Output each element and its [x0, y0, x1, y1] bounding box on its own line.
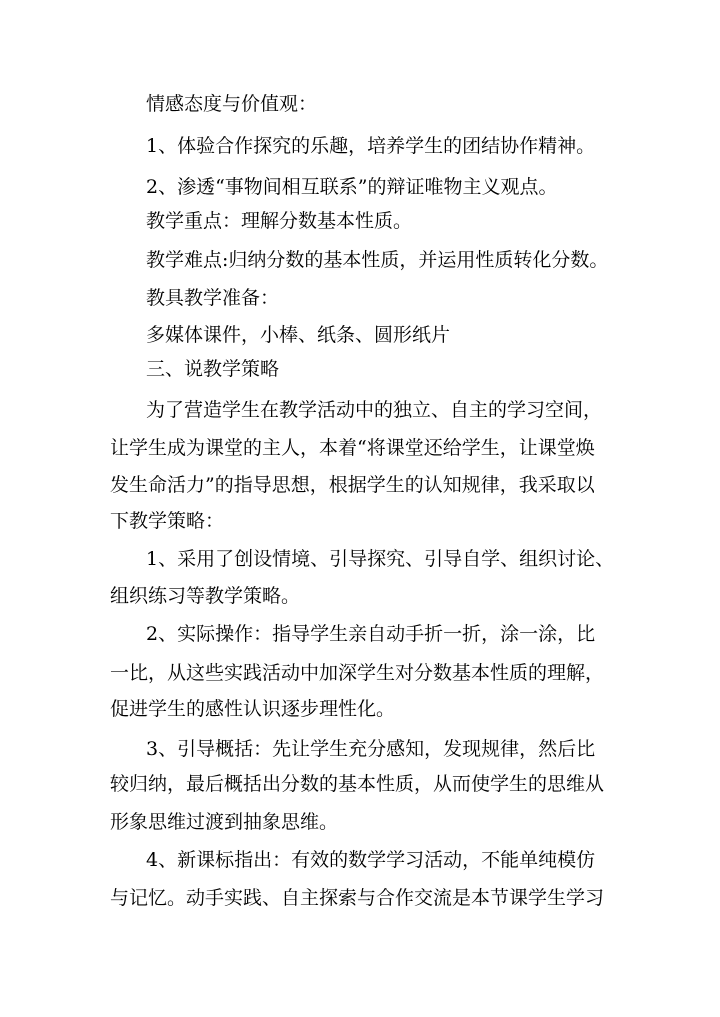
- section-heading-attitude: 情感态度与价值观：: [146, 93, 318, 115]
- paragraph-line: 组织练习等教学策略。: [110, 585, 301, 607]
- attitude-item-2: 2、渗透“事物间相互联系”的辩证唯物主义观点。: [146, 176, 558, 198]
- teaching-difficulty: 教学难点:归纳分数的基本性质，并运用性质转化分数。: [146, 249, 609, 271]
- paragraph-line: 与记忆。动手实践、自主探索与合作交流是本节课学生学习: [110, 887, 605, 909]
- strategy-item-1: 1、采用了创设情境、引导探究、引导自学、组织讨论、: [146, 548, 615, 570]
- strategy-item-4: 4、新课标指出：有效的数学学习活动，不能单纯模仿: [146, 849, 596, 871]
- paragraph-line: 为了营造学生在教学活动中的独立、自主的学习空间，: [146, 399, 603, 421]
- paragraph-line: 下教学策略：: [110, 510, 225, 532]
- paragraph-line: 促进学生的感性认识逐步理性化。: [110, 698, 396, 720]
- paragraph-line: 较归纳，最后概括出分数的基本性质，从而使学生的思维从: [110, 773, 605, 795]
- teaching-aids-heading: 教具教学准备：: [146, 287, 280, 309]
- paragraph-line: 形象思维过渡到抽象思维。: [110, 811, 339, 833]
- strategy-item-2: 2、实际操作：指导学生亲自动手折一折，涂一涂，比: [146, 623, 596, 645]
- paragraph-line: 发生命活力”的指导思想，根据学生的认知规律，我采取以: [110, 474, 595, 496]
- paragraph-line: 一比，从这些实践活动中加深学生对分数基本性质的理解，: [110, 662, 605, 684]
- paragraph-line: 让学生成为课堂的主人，本着“将课堂还给学生，让课堂焕: [110, 437, 595, 459]
- section-heading-strategy: 三、说教学策略: [146, 358, 280, 380]
- teaching-aids-list: 多媒体课件，小棒、纸条、圆形纸片: [146, 324, 451, 346]
- strategy-item-3: 3、引导概括：先让学生充分感知，发现规律，然后比: [146, 738, 596, 760]
- teaching-key-point: 教学重点：理解分数基本性质。: [146, 210, 413, 232]
- attitude-item-1: 1、体验合作探究的乐趣，培养学生的团结协作精神。: [146, 135, 596, 157]
